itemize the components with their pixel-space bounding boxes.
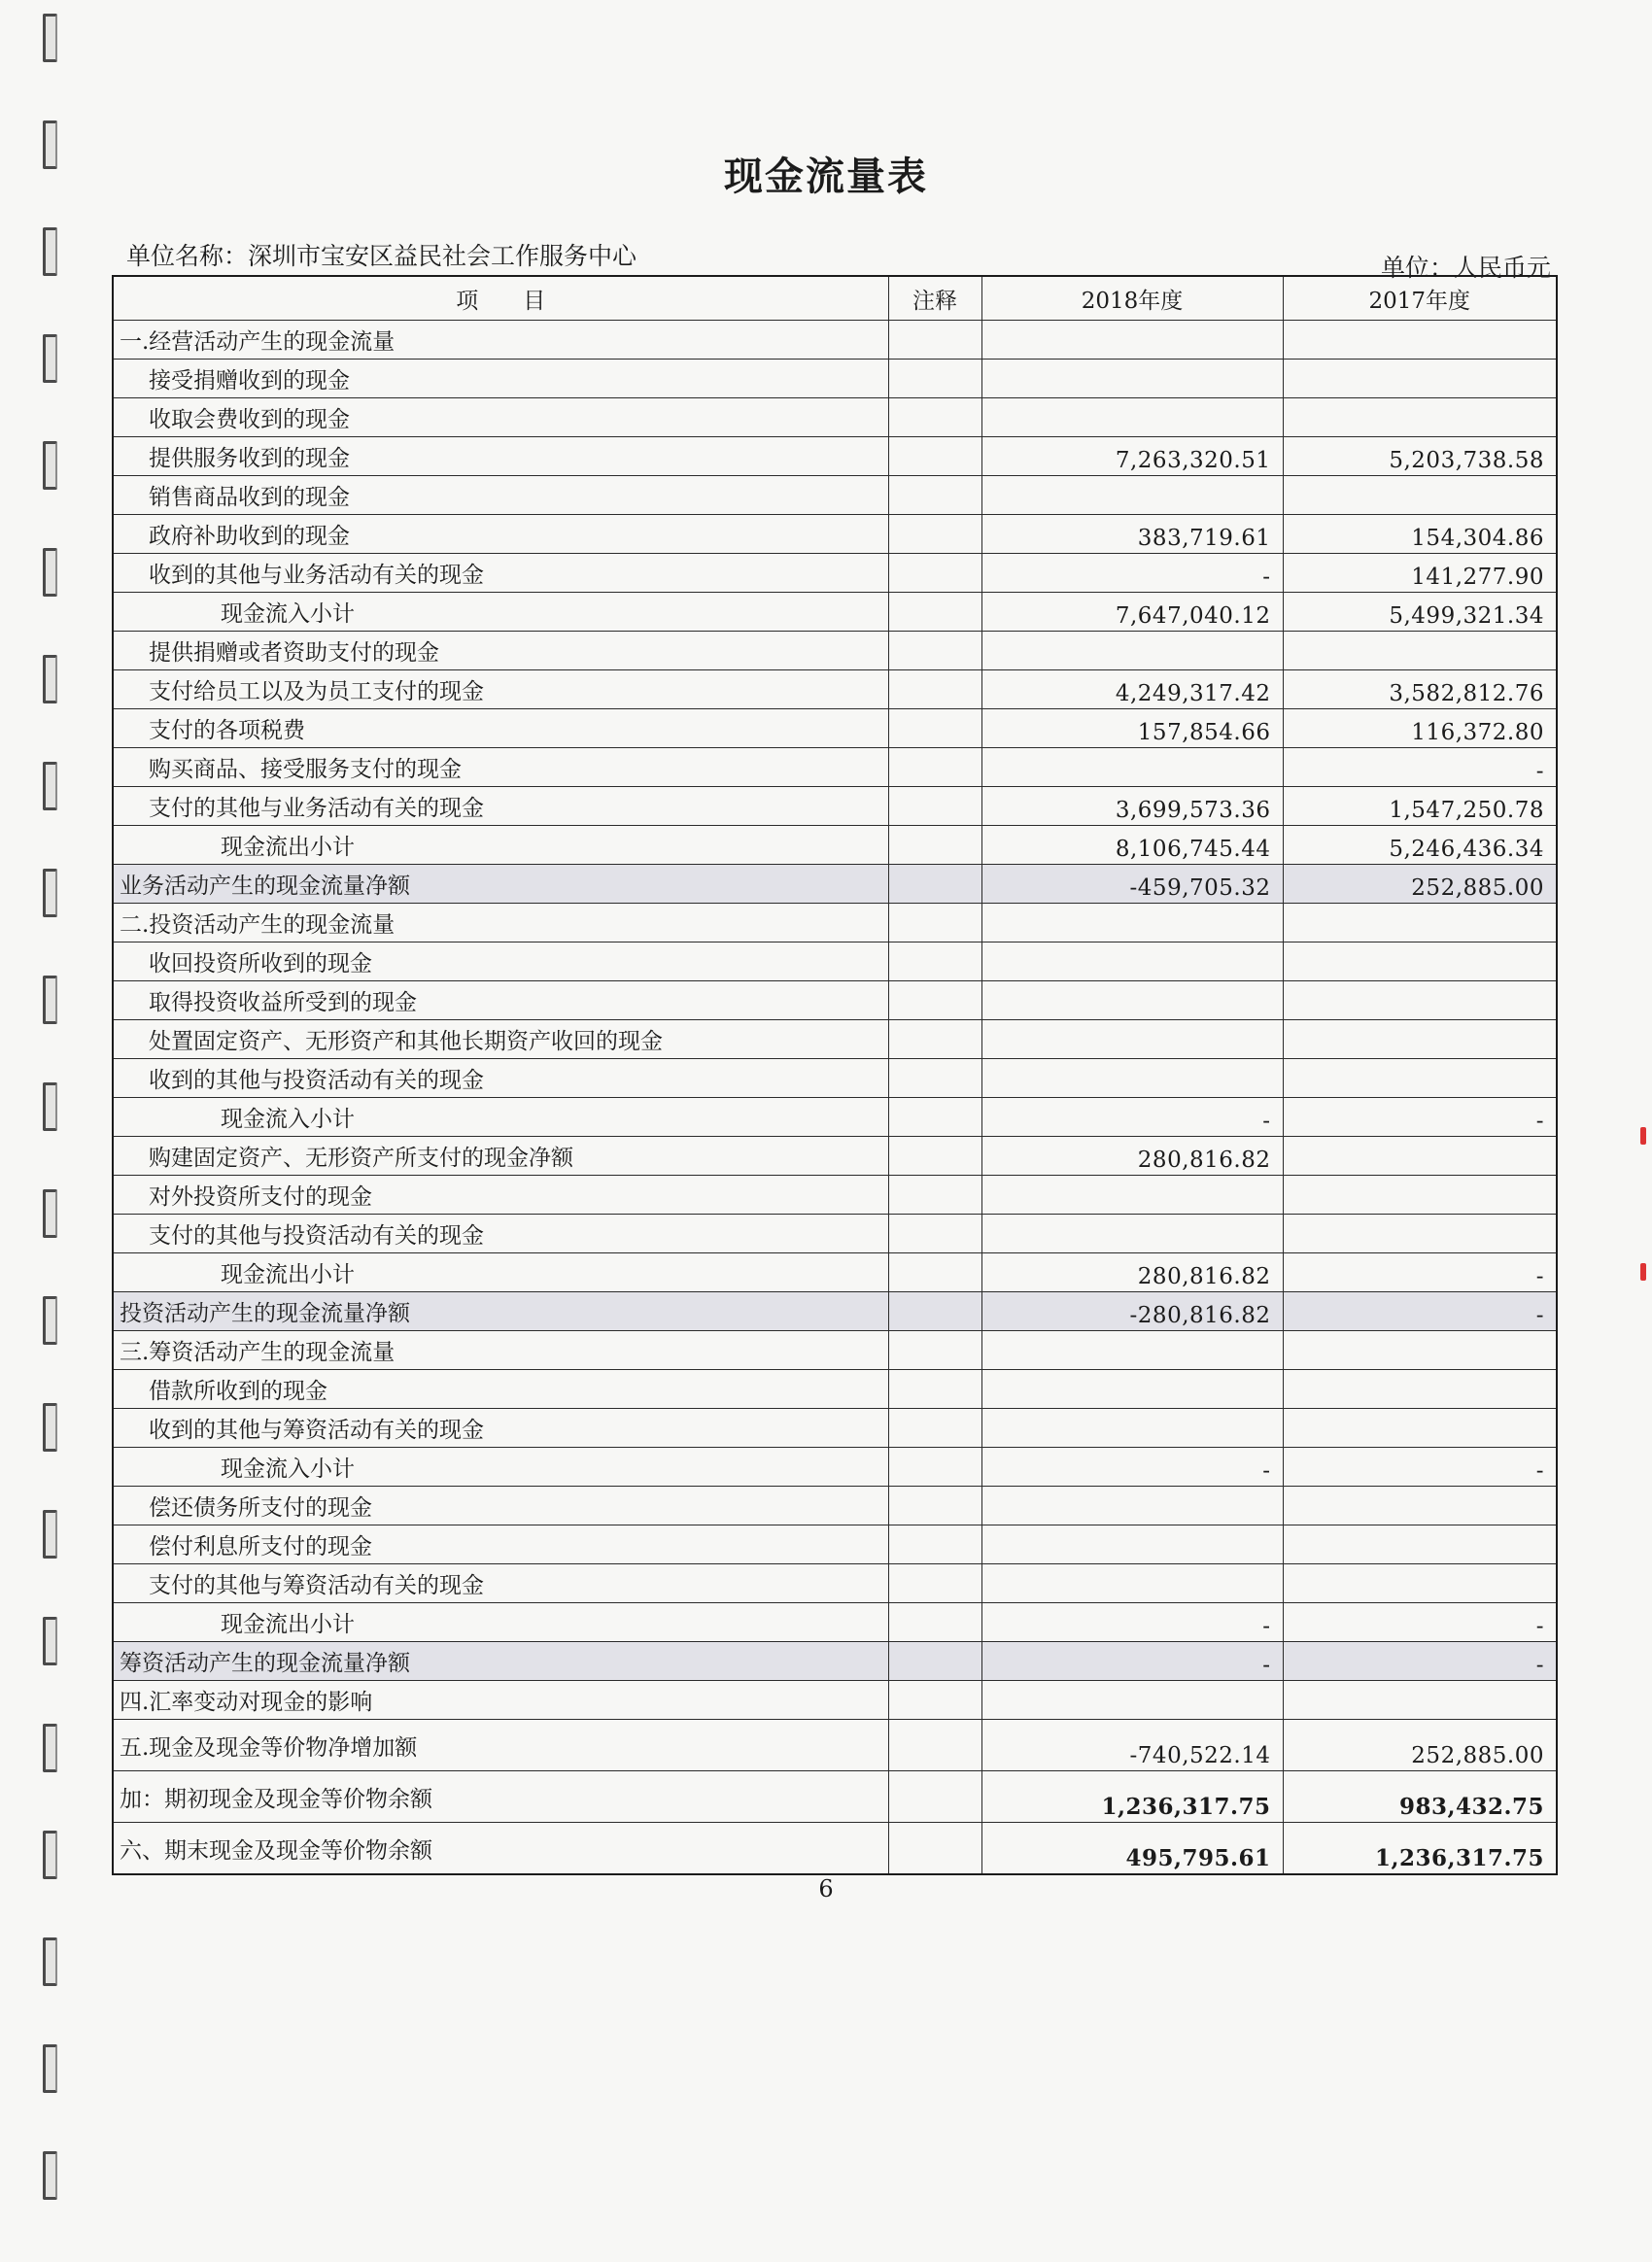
table-row: [113, 632, 1557, 670]
value-2018: [981, 1020, 1283, 1059]
table-row: [113, 398, 1557, 437]
value-2017: -: [1283, 1253, 1557, 1292]
value-2018: -740,522.14: [981, 1720, 1283, 1771]
row-label: 收回投资所收到的现金: [113, 942, 888, 981]
row-label: 对外投资所支付的现金: [113, 1176, 888, 1215]
row-label: 投资活动产生的现金流量净额: [113, 1292, 888, 1331]
table-row: [113, 709, 1557, 748]
value-2017: -: [1283, 1603, 1557, 1642]
binding-hole: [43, 1403, 57, 1452]
row-note: [888, 1564, 981, 1603]
table-row: [113, 1525, 1557, 1564]
table-row: [113, 437, 1557, 476]
value-2018: [981, 942, 1283, 981]
table-row: [113, 787, 1557, 826]
row-note: [888, 1525, 981, 1564]
value-2018: 495,795.61: [981, 1823, 1283, 1875]
row-label: 取得投资收益所受到的现金: [113, 981, 888, 1020]
row-note: [888, 1409, 981, 1448]
table-row: [113, 1098, 1557, 1137]
table-row: [113, 1059, 1557, 1098]
value-2017: [1283, 1409, 1557, 1448]
row-label: 处置固定资产、无形资产和其他长期资产收回的现金: [113, 1020, 888, 1059]
row-note: [888, 476, 981, 515]
table-row-total: [113, 1823, 1557, 1875]
value-2017: -: [1283, 1448, 1557, 1487]
row-label: 提供服务收到的现金: [113, 437, 888, 476]
row-label: 五.现金及现金等价物净增加额: [113, 1720, 888, 1771]
binding-hole: [43, 1189, 57, 1238]
row-note: [888, 1603, 981, 1642]
row-label: 现金流出小计: [113, 1603, 888, 1642]
value-2018: 280,816.82: [981, 1253, 1283, 1292]
binding-hole: [43, 1510, 57, 1559]
table-row: [113, 1487, 1557, 1525]
row-label: 现金流入小计: [113, 1448, 888, 1487]
row-note: [888, 1823, 981, 1875]
row-label: 支付的其他与投资活动有关的现金: [113, 1215, 888, 1253]
value-2018: [981, 1059, 1283, 1098]
row-note: [888, 515, 981, 554]
row-note: [888, 1448, 981, 1487]
table-row-total: [113, 1720, 1557, 1771]
value-2017: 1,236,317.75: [1283, 1823, 1557, 1875]
row-label: 购买商品、接受服务支付的现金: [113, 748, 888, 787]
value-2018: 157,854.66: [981, 709, 1283, 748]
binding-hole: [43, 1724, 57, 1772]
value-2017: 252,885.00: [1283, 865, 1557, 904]
binding-hole: [43, 869, 57, 917]
row-note: [888, 398, 981, 437]
row-note: [888, 1215, 981, 1253]
table-row-subtotal: [113, 1292, 1557, 1331]
table-row: [113, 476, 1557, 515]
value-2017: 1,547,250.78: [1283, 787, 1557, 826]
binding-hole: [43, 548, 57, 597]
value-2018: [981, 1409, 1283, 1448]
value-2018: [981, 321, 1283, 360]
row-label: 收到的其他与筹资活动有关的现金: [113, 1409, 888, 1448]
row-label: 偿还债务所支付的现金: [113, 1487, 888, 1525]
binding-hole: [43, 762, 57, 810]
row-label: 三.筹资活动产生的现金流量: [113, 1331, 888, 1370]
row-note: [888, 981, 981, 1020]
row-label: 购建固定资产、无形资产所支付的现金净额: [113, 1137, 888, 1176]
row-note: [888, 1253, 981, 1292]
value-2018: 3,699,573.36: [981, 787, 1283, 826]
value-2017: [1283, 1176, 1557, 1215]
value-2017: [1283, 1331, 1557, 1370]
value-2018: [981, 1331, 1283, 1370]
row-note: [888, 593, 981, 632]
row-note: [888, 1137, 981, 1176]
row-note: [888, 1176, 981, 1215]
value-2018: [981, 476, 1283, 515]
row-note: [888, 942, 981, 981]
binding-hole: [43, 655, 57, 703]
value-2017: [1283, 476, 1557, 515]
value-2017: 5,246,436.34: [1283, 826, 1557, 865]
organization-name: 单位名称：深圳市宝安区益民社会工作服务中心: [126, 242, 637, 270]
table-row: [113, 904, 1557, 942]
table-row: [113, 1176, 1557, 1215]
row-note: [888, 904, 981, 942]
value-2017: [1283, 321, 1557, 360]
table-row: [113, 826, 1557, 865]
value-2018: [981, 1525, 1283, 1564]
row-note: [888, 1020, 981, 1059]
table-row: [113, 748, 1557, 787]
document-title: 现金流量表: [724, 154, 928, 199]
value-2018: [981, 1487, 1283, 1525]
value-2017: [1283, 1525, 1557, 1564]
row-label: 政府补助收到的现金: [113, 515, 888, 554]
value-2017: [1283, 981, 1557, 1020]
value-2017: -: [1283, 748, 1557, 787]
value-2018: [981, 1176, 1283, 1215]
value-2017: [1283, 632, 1557, 670]
value-2018: [981, 632, 1283, 670]
row-note: [888, 787, 981, 826]
row-note: [888, 1098, 981, 1137]
row-note: [888, 1771, 981, 1823]
value-2017: [1283, 1215, 1557, 1253]
header-item: 项 目: [113, 276, 888, 321]
value-2017: [1283, 1564, 1557, 1603]
value-2017: [1283, 1137, 1557, 1176]
value-2018: [981, 1681, 1283, 1720]
table-row: [113, 1137, 1557, 1176]
value-2018: -280,816.82: [981, 1292, 1283, 1331]
row-note: [888, 1059, 981, 1098]
table-row: [113, 1331, 1557, 1370]
table-row: [113, 942, 1557, 981]
table-row: [113, 593, 1557, 632]
value-2018: -: [981, 1642, 1283, 1681]
row-note: [888, 1720, 981, 1771]
row-label: 支付的其他与筹资活动有关的现金: [113, 1564, 888, 1603]
row-note: [888, 1681, 981, 1720]
table-row-total: [113, 1771, 1557, 1823]
value-2018: -: [981, 1098, 1283, 1137]
table-row: [113, 515, 1557, 554]
row-label: 二.投资活动产生的现金流量: [113, 904, 888, 942]
row-note: [888, 865, 981, 904]
value-2018: [981, 360, 1283, 398]
row-note: [888, 1642, 981, 1681]
value-2018: [981, 1564, 1283, 1603]
row-note: [888, 1331, 981, 1370]
table-row: [113, 981, 1557, 1020]
value-2018: 1,236,317.75: [981, 1771, 1283, 1823]
value-2017: [1283, 1487, 1557, 1525]
row-note: [888, 1370, 981, 1409]
header-2018: 2018年度: [981, 276, 1283, 321]
row-label: 支付的其他与业务活动有关的现金: [113, 787, 888, 826]
value-2018: 280,816.82: [981, 1137, 1283, 1176]
row-label: 偿付利息所支付的现金: [113, 1525, 888, 1564]
table-row: [113, 670, 1557, 709]
value-2017: -: [1283, 1292, 1557, 1331]
table-header-row: [113, 276, 1557, 321]
table-row: [113, 321, 1557, 360]
row-note: [888, 437, 981, 476]
value-2017: 116,372.80: [1283, 709, 1557, 748]
binding-hole: [43, 227, 57, 276]
binding-hole: [43, 441, 57, 490]
row-label: 一.经营活动产生的现金流量: [113, 321, 888, 360]
row-note: [888, 360, 981, 398]
value-2017: 252,885.00: [1283, 1720, 1557, 1771]
row-label: 提供捐赠或者资助支付的现金: [113, 632, 888, 670]
binding-hole: [43, 1082, 57, 1131]
value-2017: -: [1283, 1642, 1557, 1681]
red-stamp-mark: [1640, 1263, 1646, 1281]
binding-hole: [43, 2151, 57, 2200]
row-note: [888, 826, 981, 865]
row-label: 销售商品收到的现金: [113, 476, 888, 515]
row-note: [888, 554, 981, 593]
value-2018: -: [981, 1448, 1283, 1487]
binding-hole: [43, 334, 57, 383]
header-2017: 2017年度: [1283, 276, 1557, 321]
row-note: [888, 748, 981, 787]
binding-hole: [43, 1296, 57, 1345]
value-2017: -: [1283, 1098, 1557, 1137]
table-row: [113, 1253, 1557, 1292]
table-row: [113, 1020, 1557, 1059]
table-row: [113, 1564, 1557, 1603]
row-note: [888, 670, 981, 709]
value-2017: [1283, 942, 1557, 981]
value-2017: 983,432.75: [1283, 1771, 1557, 1823]
table-row: [113, 1215, 1557, 1253]
value-2017: 141,277.90: [1283, 554, 1557, 593]
value-2017: [1283, 1020, 1557, 1059]
row-note: [888, 632, 981, 670]
value-2018: [981, 1215, 1283, 1253]
value-2017: [1283, 1059, 1557, 1098]
row-label: 收到的其他与投资活动有关的现金: [113, 1059, 888, 1098]
value-2018: 4,249,317.42: [981, 670, 1283, 709]
binding-hole: [43, 976, 57, 1024]
value-2017: [1283, 398, 1557, 437]
value-2018: -: [981, 1603, 1283, 1642]
value-2017: [1283, 360, 1557, 398]
table-row: [113, 1409, 1557, 1448]
value-2018: [981, 748, 1283, 787]
value-2018: 7,263,320.51: [981, 437, 1283, 476]
row-label: 四.汇率变动对现金的影响: [113, 1681, 888, 1720]
row-note: [888, 321, 981, 360]
value-2017: [1283, 904, 1557, 942]
value-2017: 5,203,738.58: [1283, 437, 1557, 476]
row-note: [888, 1292, 981, 1331]
page-number: 6: [818, 1875, 834, 1902]
red-stamp-mark: [1640, 1127, 1646, 1145]
table-row: [113, 360, 1557, 398]
row-label: 现金流出小计: [113, 826, 888, 865]
binding-holes: [43, 0, 62, 2262]
row-label: 加：期初现金及现金等价物余额: [113, 1771, 888, 1823]
row-label: 业务活动产生的现金流量净额: [113, 865, 888, 904]
value-2018: [981, 398, 1283, 437]
row-note: [888, 709, 981, 748]
row-label: 六、期末现金及现金等价物余额: [113, 1823, 888, 1875]
table-row: [113, 1603, 1557, 1642]
binding-hole: [43, 2044, 57, 2093]
binding-hole: [43, 1617, 57, 1665]
cash-flow-table: [112, 275, 1558, 1875]
value-2018: [981, 981, 1283, 1020]
value-2018: [981, 904, 1283, 942]
value-2017: 154,304.86: [1283, 515, 1557, 554]
row-label: 收到的其他与业务活动有关的现金: [113, 554, 888, 593]
value-2017: [1283, 1370, 1557, 1409]
binding-hole: [43, 1937, 57, 1986]
value-2017: 3,582,812.76: [1283, 670, 1557, 709]
row-label: 现金流出小计: [113, 1253, 888, 1292]
table-row: [113, 1448, 1557, 1487]
cash-flow-statement: [112, 275, 1556, 1875]
table-row: [113, 554, 1557, 593]
value-2018: -459,705.32: [981, 865, 1283, 904]
header-note: 注释: [888, 276, 981, 321]
value-2017: 5,499,321.34: [1283, 593, 1557, 632]
value-2018: 383,719.61: [981, 515, 1283, 554]
row-note: [888, 1487, 981, 1525]
value-2018: 7,647,040.12: [981, 593, 1283, 632]
table-row-subtotal: [113, 865, 1557, 904]
row-label: 收取会费收到的现金: [113, 398, 888, 437]
table-row-subtotal: [113, 1642, 1557, 1681]
binding-hole: [43, 1831, 57, 1879]
value-2018: 8,106,745.44: [981, 826, 1283, 865]
table-row: [113, 1370, 1557, 1409]
row-label: 支付的各项税费: [113, 709, 888, 748]
row-label: 接受捐赠收到的现金: [113, 360, 888, 398]
row-label: 筹资活动产生的现金流量净额: [113, 1642, 888, 1681]
currency-unit: 单位：人民币元: [1380, 254, 1551, 282]
row-label: 现金流入小计: [113, 593, 888, 632]
value-2018: [981, 1370, 1283, 1409]
row-label: 支付给员工以及为员工支付的现金: [113, 670, 888, 709]
table-row: [113, 1681, 1557, 1720]
value-2018: -: [981, 554, 1283, 593]
row-label: 借款所收到的现金: [113, 1370, 888, 1409]
row-label: 现金流入小计: [113, 1098, 888, 1137]
value-2017: [1283, 1681, 1557, 1720]
binding-hole: [43, 14, 57, 62]
